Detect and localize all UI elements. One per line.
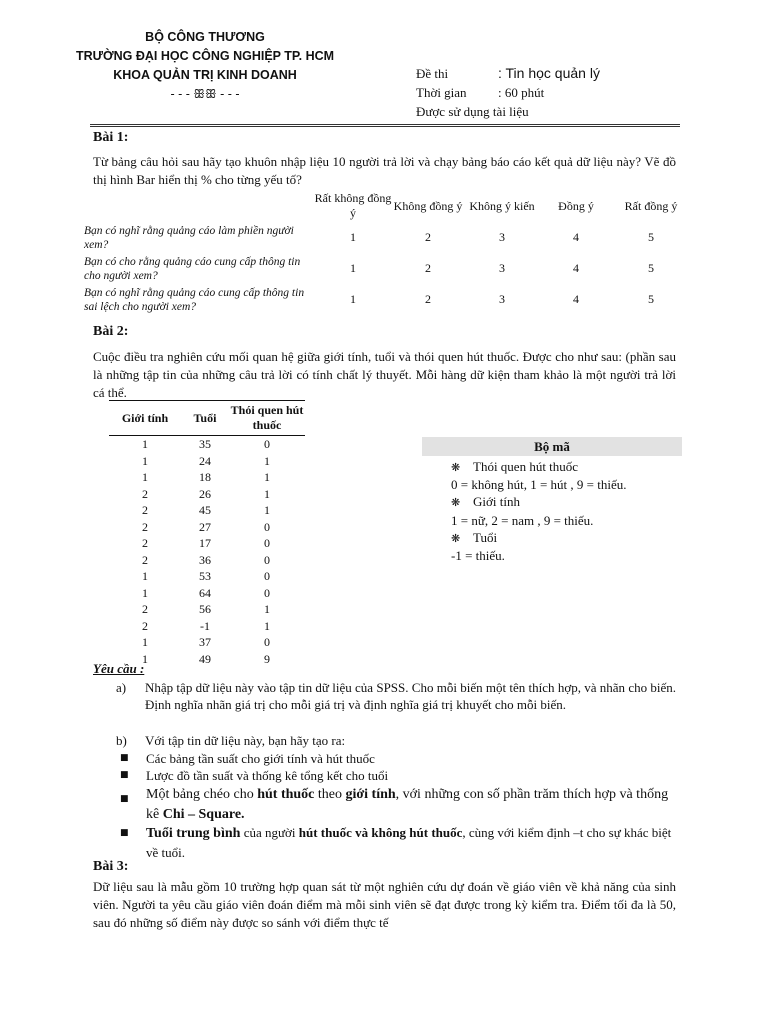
table-row <box>109 453 305 470</box>
table-cell: 0 <box>264 519 270 534</box>
table-row <box>109 502 305 519</box>
table-cell: 27 <box>199 519 211 534</box>
bai3-text: Dữ liệu sau là mẫu gồm 10 trường hợp quan sát từ một nghiên cứu dự đoán về giáo viên về khả năng của sinh viên. Người ta yêu cầu giáo viên đoán điểm mà mỗi sinh viên sẽ đạt được trong kỳ kiểm tra. Điểm tối đa là 50, sau đó những số điểm này được so sánh với điểm thực tế <box>93 879 676 930</box>
scale-value: 1 <box>350 292 356 306</box>
scale-value: 3 <box>499 261 505 275</box>
requirements-title: Yêu cầu : <box>93 661 145 676</box>
table-row <box>109 436 305 453</box>
table-cell: 9 <box>264 651 270 666</box>
asterisk-icon: ❋ <box>451 496 461 510</box>
scale-header: Rất không đồng ý <box>314 191 392 220</box>
table-cell: 35 <box>199 437 211 451</box>
exam-info <box>416 64 600 121</box>
table-cell: 1 <box>142 569 148 583</box>
table-row <box>109 519 305 536</box>
scale-value: 4 <box>573 261 579 275</box>
scale-value: 4 <box>573 292 579 306</box>
scale-header: Rất đồng ý <box>624 198 678 213</box>
scale-value: 5 <box>648 292 654 306</box>
university-name: TRƯỜNG ĐẠI HỌC CÔNG NGHIỆP TP. HCM <box>75 49 335 63</box>
materials-note: Được sử dụng tài liệu <box>416 104 529 119</box>
scale-value: 1 <box>350 261 356 275</box>
bai2-title: Bài 2: <box>93 324 129 339</box>
list-marker: b) <box>116 733 127 748</box>
codebook-variable: Thói quen hút thuốc <box>473 459 579 474</box>
bai1-title: Bài 1: <box>93 130 129 145</box>
requirement-b <box>116 732 676 749</box>
square-bullet-icon: ■ <box>120 753 129 763</box>
table-cell: 1 <box>142 651 148 666</box>
time-value: : 60 phút <box>498 85 545 100</box>
table-cell: 1 <box>264 618 270 633</box>
table-cell: 0 <box>264 635 270 649</box>
requirement-a <box>116 679 676 713</box>
table-cell: 2 <box>142 503 148 517</box>
scale-header: Không đồng ý <box>393 198 463 213</box>
table-row <box>84 253 690 284</box>
table-row <box>109 618 305 635</box>
column-header: Thói quen hút thuốc <box>229 401 305 436</box>
table-row <box>109 585 305 602</box>
table-row <box>109 486 305 503</box>
column-header: Tuổi <box>181 401 229 436</box>
table-cell: 53 <box>199 569 211 583</box>
header-divider <box>90 124 680 127</box>
sub-item: ■ Tuổi trung bình của người hút thuốc và không hút thuốc, cùng với kiểm định –t cho sự khác biệt về tuổi. <box>120 825 672 860</box>
table-cell: 1 <box>264 470 270 484</box>
scale-value: 4 <box>573 230 579 244</box>
table-cell: 0 <box>264 536 270 550</box>
scale-value: 2 <box>425 230 431 244</box>
codebook-codes: -1 = thiếu. <box>451 548 505 564</box>
square-bullet-icon: ■ <box>120 828 129 838</box>
table-cell: 17 <box>199 536 211 550</box>
codebook <box>451 458 626 564</box>
table-row <box>84 284 690 315</box>
table-cell: 1 <box>142 470 148 484</box>
codebook-variable: Tuổi <box>473 529 498 545</box>
column-header: Giới tính <box>109 401 181 436</box>
faculty-name: KHOA QUẢN TRỊ KINH DOANH <box>113 68 297 82</box>
table-cell: 1 <box>142 437 148 451</box>
table-row <box>109 568 305 585</box>
scale-value: 3 <box>499 230 505 244</box>
table-cell: 1 <box>264 453 270 468</box>
table-cell: 2 <box>142 618 148 633</box>
asterisk-icon: ❋ <box>451 461 461 474</box>
sub-item: ■ Một bảng chéo cho hút thuốc theo giới tính, với những con số phần trăm thích hợp và thống kê Chi – Square. <box>120 787 669 822</box>
table-cell: 1 <box>142 453 148 468</box>
scale-value: 2 <box>425 261 431 275</box>
smoking-data-body <box>109 436 305 668</box>
asterisk-icon: ❋ <box>451 531 461 545</box>
scale-value: 2 <box>425 292 431 306</box>
scale-value: 3 <box>499 292 505 306</box>
scale-value: 1 <box>350 230 356 244</box>
table-cell: 37 <box>199 635 211 649</box>
table-row <box>109 601 305 618</box>
scale-value: 5 <box>648 261 654 275</box>
question-text: Bạn có cho rằng quảng cáo cung cấp thông tin cho người xem? <box>84 255 301 282</box>
table-cell: 2 <box>142 602 148 616</box>
exam-subject: : Tin học quản lý <box>498 65 600 81</box>
table-cell: 2 <box>142 519 148 534</box>
codebook-codes: 0 = không hút, 1 = hút , 9 = thiếu. <box>451 477 627 493</box>
codebook-codes: 1 = nữ, 2 = nam , 9 = thiếu. <box>451 512 594 528</box>
exam-label: Đề thi <box>416 66 449 81</box>
table-row <box>109 552 305 569</box>
requirement-b-text: Với tập tin dữ liệu này, bạn hãy tạo ra: <box>145 733 346 748</box>
sub-item: ■ Lược đồ tần suất và thống kê tổng kết cho tuổi <box>120 768 389 783</box>
header-ornament: - - - ꕥꕥ - - - <box>170 87 240 101</box>
table-cell: 1 <box>142 635 148 649</box>
scale-value: 5 <box>648 230 654 244</box>
table-cell: 1 <box>264 486 270 501</box>
bai3-title: Bài 3: <box>93 859 129 874</box>
smoking-data-table <box>109 400 305 667</box>
table-cell: 0 <box>264 569 270 583</box>
header-institution <box>60 28 350 104</box>
bai1-survey-table <box>84 190 690 315</box>
table-row <box>109 634 305 651</box>
table-row <box>109 535 305 552</box>
list-marker: a) <box>116 680 127 695</box>
square-bullet-icon: ■ <box>120 794 129 804</box>
scale-header: Không ý kiến <box>469 198 535 213</box>
table-cell: 18 <box>199 470 211 484</box>
table-cell: 0 <box>264 552 270 567</box>
ministry-name: BỘ CÔNG THƯƠNG <box>145 30 265 44</box>
table-cell: 1 <box>264 503 270 517</box>
table-cell: 1 <box>142 585 148 600</box>
codebook-title: Bộ mã <box>422 437 682 456</box>
table-cell: 0 <box>264 585 270 600</box>
table-row <box>84 222 690 253</box>
question-text: Bạn có nghĩ rằng quảng cáo cung cấp thông tin sai lệch cho người xem? <box>84 286 305 313</box>
table-cell: 2 <box>142 486 148 501</box>
codebook-variable: Giới tính <box>473 494 520 510</box>
table-cell: 26 <box>199 486 211 501</box>
bai1-text: Từ bảng câu hỏi sau hãy tạo khuôn nhập liệu 10 người trả lời và chạy bảng báo cáo kết quả dữ liệu này? Vẽ đồ thị hình Bar hiển thị % cho từng yếu tố? <box>93 154 676 187</box>
time-label: Thời gian <box>416 85 467 100</box>
scale-header: Đồng ý <box>558 198 594 213</box>
table-cell: 2 <box>142 552 148 567</box>
requirement-a-text: Nhập tập dữ liệu này vào tập tin dữ liệu của SPSS. Cho mỗi biến một tên thích hợp, và nhãn cho biến. Định nghĩa nhãn giá trị cho mỗi giá trị và định nghĩa giá trị khuyết cho mỗi biến. <box>145 680 676 712</box>
table-cell: 49 <box>199 651 211 666</box>
table-cell: 0 <box>264 437 270 451</box>
question-text: Bạn có nghĩ rằng quảng cáo làm phiền người xem? <box>84 224 294 251</box>
sub-item: ■ Các bảng tần suất cho giới tính và hút thuốc <box>120 751 375 766</box>
table-cell: -1 <box>200 618 210 633</box>
table-cell: 45 <box>199 503 211 517</box>
table-cell: 2 <box>142 536 148 550</box>
bai2-text: Cuộc điều tra nghiên cứu mối quan hệ giữa giới tính, tuổi và thói quen hút thuốc. Được cho như sau: (phần sau là những tập tin của những câu trả lời có tính chất lý thuyết. Mỗi hàng dữ kiện tham khảo là một người trả lời cá thể. <box>93 349 676 400</box>
table-cell: 64 <box>199 585 211 600</box>
table-cell: 24 <box>199 453 211 468</box>
table-cell: 1 <box>264 602 270 616</box>
table-cell: 36 <box>199 552 211 567</box>
square-bullet-icon: ■ <box>120 770 129 780</box>
table-cell: 56 <box>199 602 211 616</box>
table-row <box>109 469 305 486</box>
